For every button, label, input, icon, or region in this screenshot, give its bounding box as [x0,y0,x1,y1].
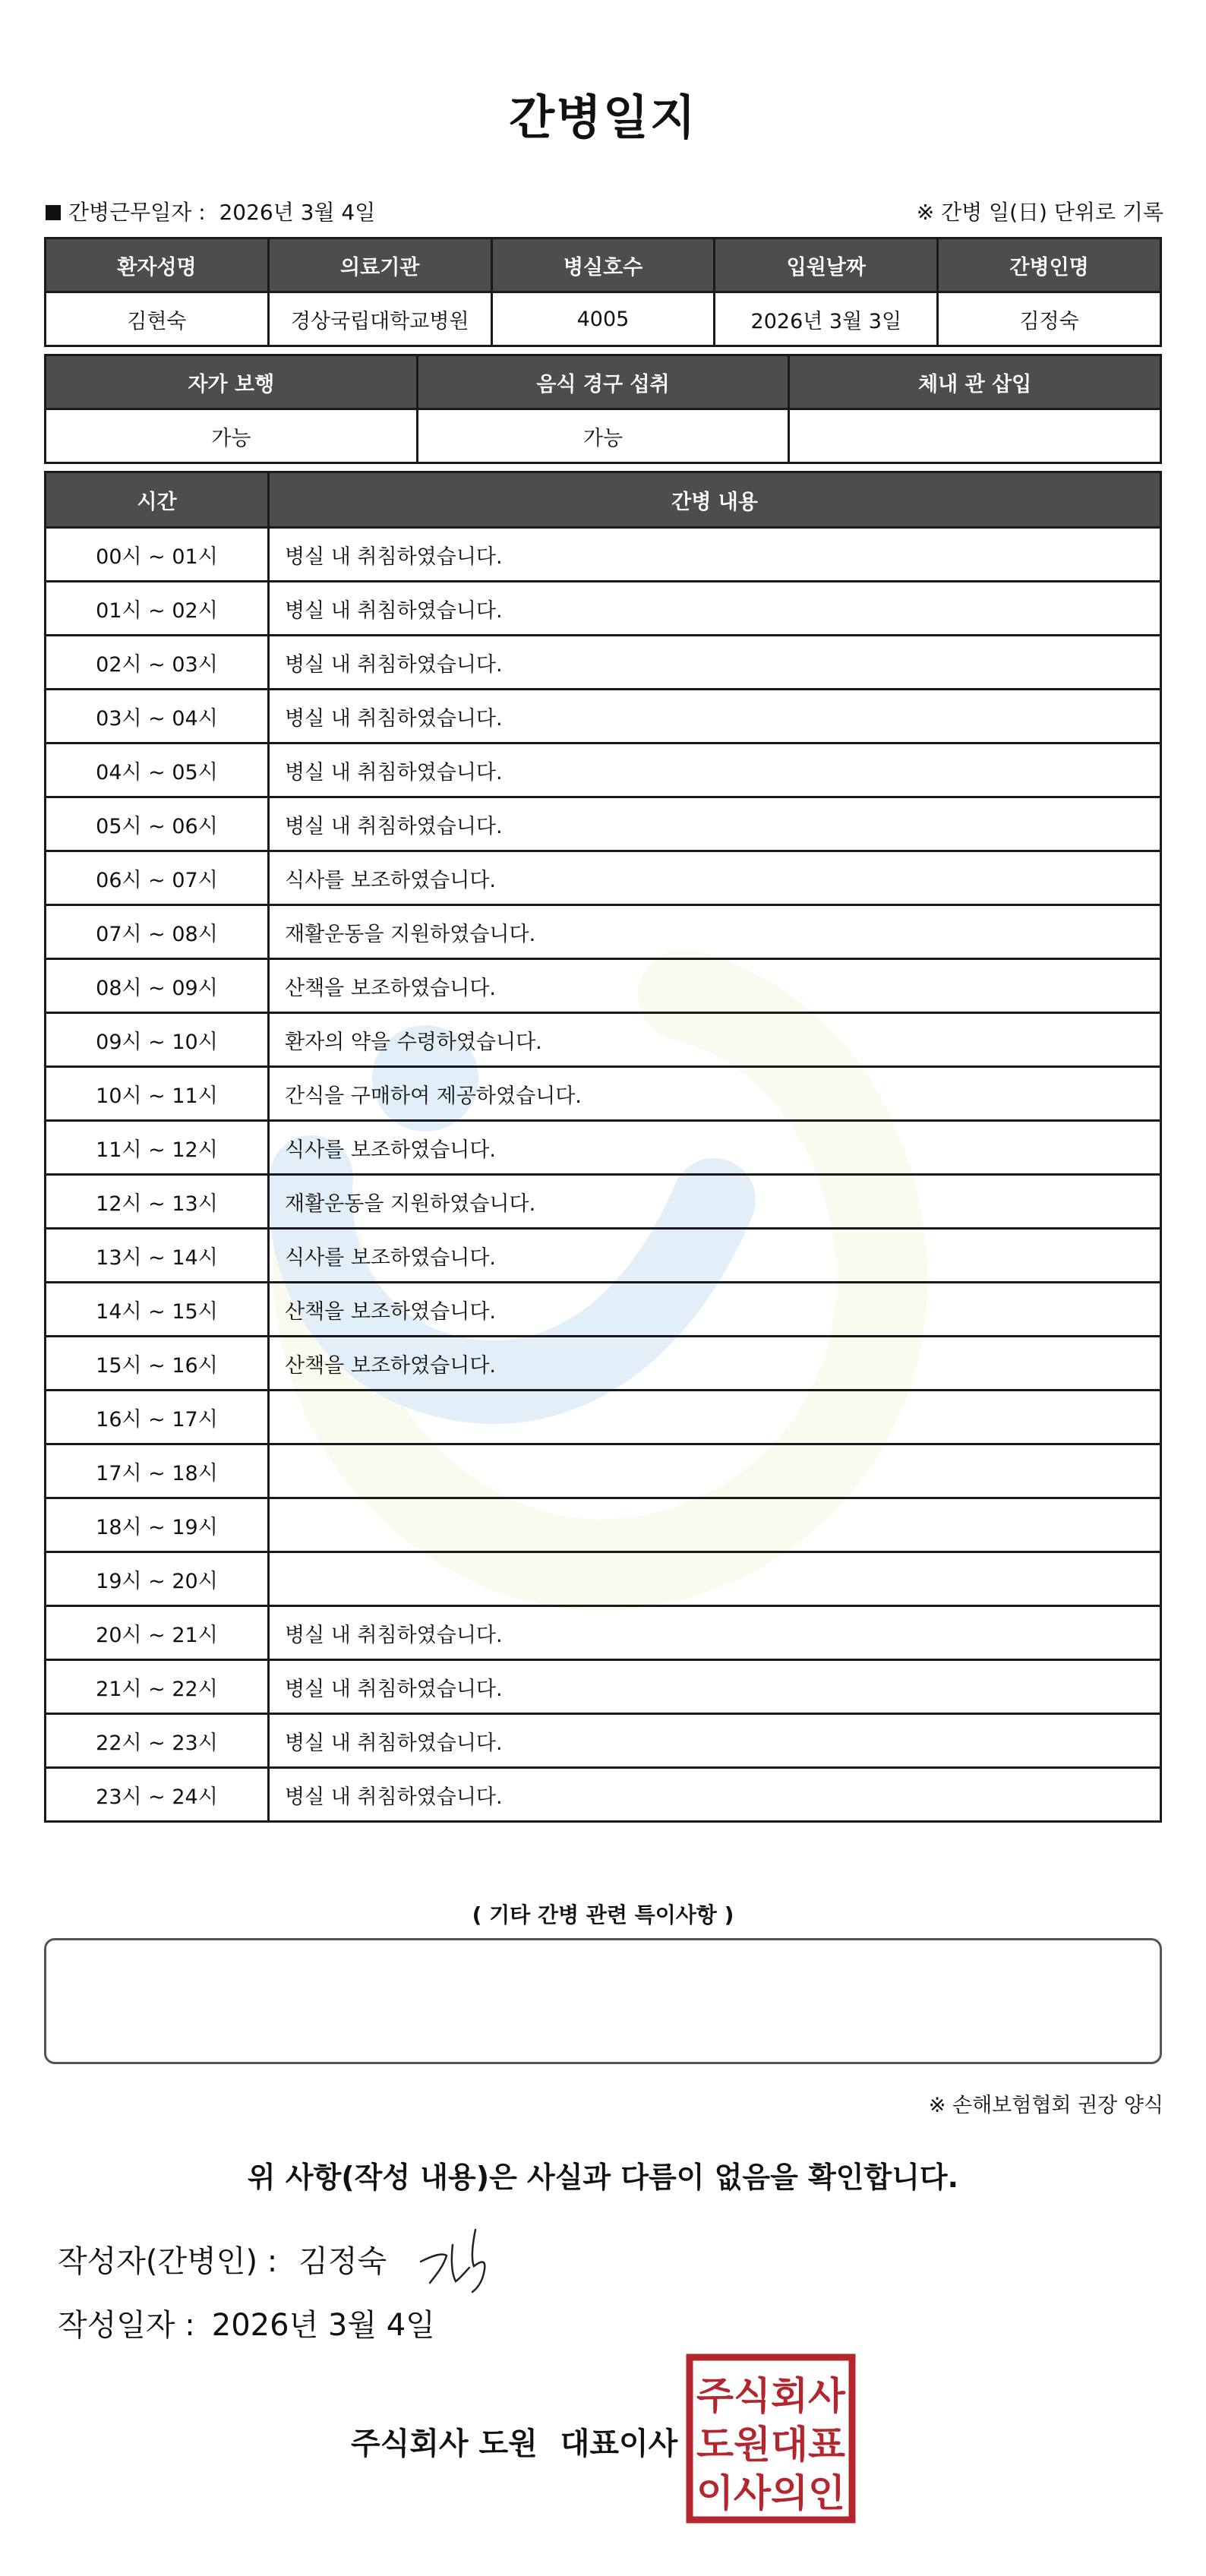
log-header-row [46,472,1161,528]
seal-line-1: 주식회사 [696,2374,846,2418]
log-time: 17시 ~ 18시 [46,1444,269,1498]
association-note: ※ 손해보험협회 권장 양식 [928,2094,1163,2117]
log-time: 08시 ~ 09시 [46,959,269,1013]
care-log-table [44,471,1162,1823]
work-date-line [46,196,375,226]
work-date-label: 간병근무일자 : [68,200,206,225]
notes-box [44,1938,1162,2064]
log-content: 재활운동을 지원하였습니다. [269,1175,1161,1229]
header-patient-name: 환자성명 [46,238,269,292]
log-row [46,1552,1161,1606]
log-row [46,528,1161,582]
date-label: 작성일자 : [58,2308,195,2343]
header-care-content: 간병 내용 [269,472,1161,528]
log-row [46,636,1161,690]
log-time: 16시 ~ 17시 [46,1391,269,1444]
patient-status-table [44,354,1162,464]
writer-label: 작성자(간병인) : [58,2244,278,2279]
log-row [46,690,1161,743]
log-content: 식사를 보조하였습니다. [269,851,1161,905]
self-walking-value: 가능 [46,409,418,463]
header-oral-intake: 음식 경구 섭취 [417,355,789,409]
log-row [46,1229,1161,1283]
log-content: 식사를 보조하였습니다. [269,1229,1161,1283]
log-time: 22시 ~ 23시 [46,1714,269,1768]
representative-title: 대표이사 [560,2426,678,2461]
log-content: 환자의 약을 수령하였습니다. [269,1013,1161,1067]
log-row [46,743,1161,797]
log-content: 병실 내 취침하였습니다. [269,528,1161,582]
log-time: 06시 ~ 07시 [46,851,269,905]
writer-name: 김정숙 [298,2244,387,2279]
log-content [269,1498,1161,1552]
log-content [269,1552,1161,1606]
log-time: 13시 ~ 14시 [46,1229,269,1283]
log-row [46,1444,1161,1498]
confirmation-statement: 위 사항(작성 내용)은 사실과 다름이 없음을 확인합니다. [247,2161,959,2194]
writer-line [58,2237,387,2281]
oral-intake-value: 가능 [417,409,789,463]
log-content: 병실 내 취침하였습니다. [269,743,1161,797]
log-time: 20시 ~ 21시 [46,1606,269,1660]
log-content: 산책을 보조하였습니다. [269,1283,1161,1337]
header-room: 병실호수 [491,238,715,292]
header-time: 시간 [46,472,269,528]
date-value: 2026년 3월 4일 [211,2308,435,2343]
header-hospital: 의료기관 [268,238,491,292]
log-time: 15시 ~ 16시 [46,1337,269,1391]
record-note: ※ 간병 일(日) 단위로 기록 [916,200,1163,225]
header-self-walking: 자가 보행 [46,355,418,409]
tube-insertion-value [789,409,1161,463]
log-row [46,1013,1161,1067]
log-content: 산책을 보조하였습니다. [269,959,1161,1013]
square-bullet-icon [46,205,61,220]
hospital-name: 경상국립대학교병원 [268,292,491,346]
log-time: 23시 ~ 24시 [46,1768,269,1822]
log-row [46,905,1161,959]
log-time: 21시 ~ 22시 [46,1660,269,1714]
log-row [46,1391,1161,1444]
header-caregiver: 간병인명 [938,238,1161,292]
log-time: 14시 ~ 15시 [46,1283,269,1337]
log-content [269,1444,1161,1498]
log-row [46,1768,1161,1822]
log-content [269,1391,1161,1444]
info-header-row [46,238,1161,292]
log-time: 18시 ~ 19시 [46,1498,269,1552]
log-row [46,1606,1161,1660]
log-time: 09시 ~ 10시 [46,1013,269,1067]
log-time: 02시 ~ 03시 [46,636,269,690]
log-row [46,1121,1161,1175]
log-content: 병실 내 취침하였습니다. [269,636,1161,690]
log-time: 07시 ~ 08시 [46,905,269,959]
log-time: 10시 ~ 11시 [46,1067,269,1121]
log-content: 산책을 보조하였습니다. [269,1337,1161,1391]
log-row [46,797,1161,851]
page-title: 간병일지 [509,90,697,145]
company-line [351,2420,677,2463]
log-time: 12시 ~ 13시 [46,1175,269,1229]
room-number: 4005 [491,292,715,346]
log-time: 19시 ~ 20시 [46,1552,269,1606]
log-content: 병실 내 취침하였습니다. [269,690,1161,743]
log-time: 05시 ~ 06시 [46,797,269,851]
info-value-row [46,292,1161,346]
log-content: 병실 내 취침하였습니다. [269,582,1161,636]
company-name: 주식회사 도원 [351,2426,538,2461]
seal-line-3: 이사의인 [696,2471,845,2515]
header-admission-date: 입원날짜 [715,238,938,292]
log-row [46,582,1161,636]
log-row [46,1660,1161,1714]
log-row [46,1067,1161,1121]
notes-title: ( 기타 간병 관련 특이사항 ) [472,1902,734,1927]
handwritten-signature [416,2222,500,2298]
log-content: 병실 내 취침하였습니다. [269,1768,1161,1822]
log-content: 병실 내 취침하였습니다. [269,1660,1161,1714]
seal-line-2: 도원대표 [696,2423,846,2467]
caregiver-name: 김정숙 [938,292,1161,346]
log-content: 식사를 보조하였습니다. [269,1121,1161,1175]
log-content: 병실 내 취침하였습니다. [269,797,1161,851]
log-content: 병실 내 취침하였습니다. [269,1606,1161,1660]
log-row [46,1337,1161,1391]
status-value-row [46,409,1161,463]
log-content: 간식을 구매하여 제공하였습니다. [269,1067,1161,1121]
work-date-value: 2026년 3월 4일 [219,200,376,225]
log-content: 재활운동을 지원하였습니다. [269,905,1161,959]
written-date-line [58,2301,435,2344]
log-row [46,959,1161,1013]
patient-name: 김현숙 [46,292,269,346]
admission-date: 2026년 3월 3일 [715,292,938,346]
log-row [46,851,1161,905]
log-time: 11시 ~ 12시 [46,1121,269,1175]
log-row [46,1714,1161,1768]
log-time: 04시 ~ 05시 [46,743,269,797]
status-header-row [46,355,1161,409]
header-tube-insertion: 체내 관 삽입 [789,355,1161,409]
log-row [46,1498,1161,1552]
log-time: 00시 ~ 01시 [46,528,269,582]
log-row [46,1283,1161,1337]
log-time: 01시 ~ 02시 [46,582,269,636]
patient-info-table [44,237,1162,347]
log-time: 03시 ~ 04시 [46,690,269,743]
log-row [46,1175,1161,1229]
log-content: 병실 내 취침하였습니다. [269,1714,1161,1768]
company-seal-stamp [685,2353,857,2524]
